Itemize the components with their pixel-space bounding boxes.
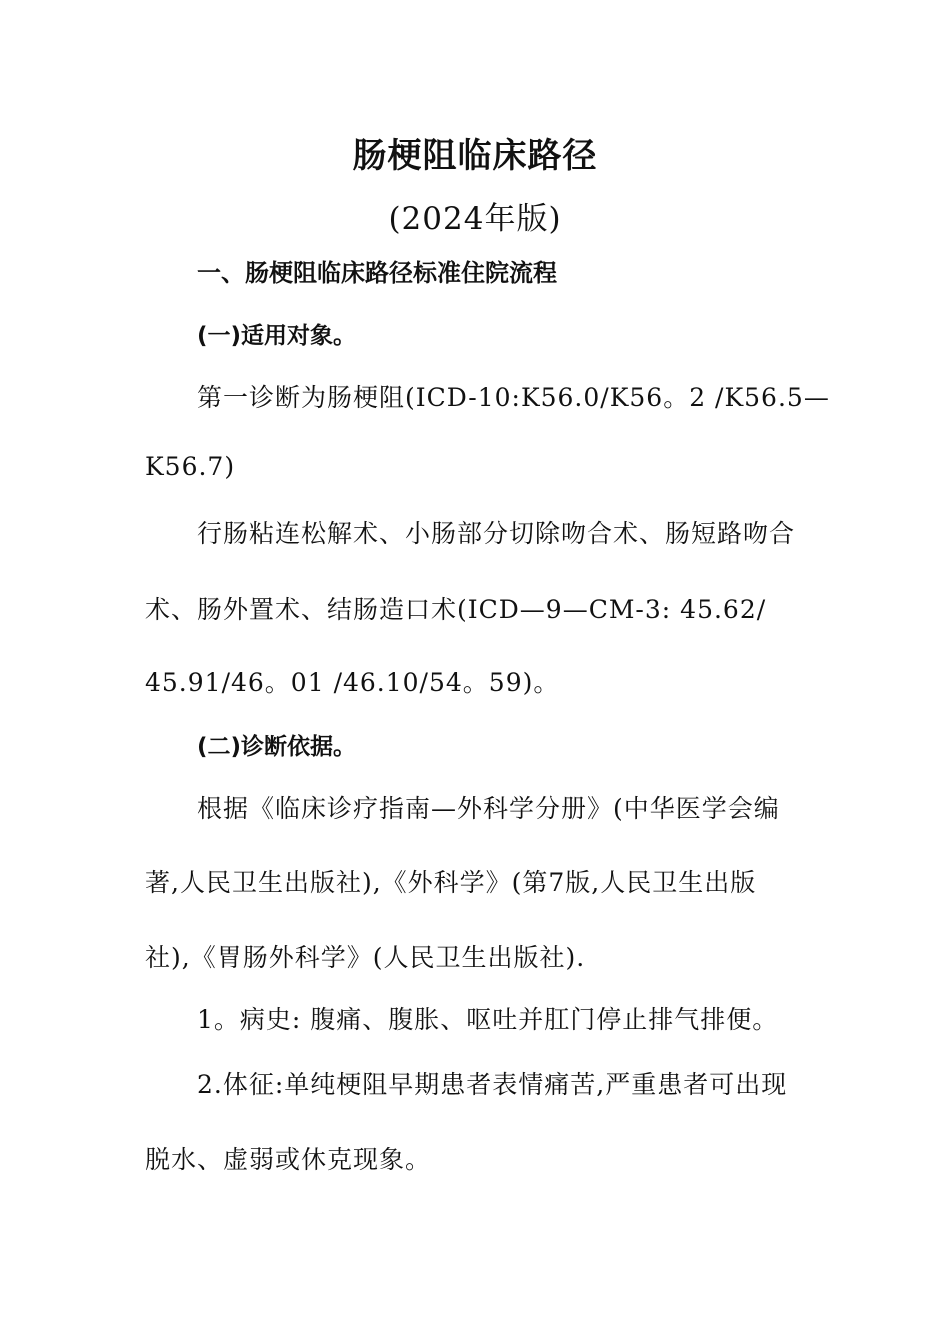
section-heading: 一、肠梗阻临床路径标准住院流程: [197, 259, 557, 287]
subsection-heading-applicable: (一)适用对象。: [197, 323, 357, 349]
list-item: 1。病史: 腹痛、腹胀、呕吐并肛门停止排气排便。: [197, 1005, 779, 1034]
paragraph-line: 行肠粘连松解术、小肠部分切除吻合术、肠短路吻合: [197, 519, 796, 548]
paragraph-line: 第一诊断为肠梗阻(ICD-10:K56.0/K56。2 /K56.5—: [197, 383, 830, 412]
paragraph-line: K56.7): [145, 452, 236, 481]
paragraph-line: 社),《胃肠外科学》(人民卫生出版社).: [145, 943, 586, 972]
paragraph-line: 著,人民卫生出版社),《外科学》(第7版,人民卫生出版: [145, 868, 757, 897]
paragraph-line: 根据《临床诊疗指南—外科学分册》(中华医学会编: [197, 794, 780, 823]
paragraph-line: 脱水、虚弱或休克现象。: [145, 1145, 432, 1174]
list-item: 2.体征:单纯梗阻早期患者表情痛苦,严重患者可出现: [197, 1070, 788, 1099]
paragraph-line: 术、肠外置术、结肠造口术(ICD—9—CM-3: 45.62/: [145, 595, 767, 624]
document-title: 肠梗阻临床路径: [352, 136, 598, 176]
edition-label: (2024年版): [388, 201, 562, 237]
paragraph-line: 45.91/46。01 /46.10/54。59)。: [145, 668, 560, 697]
subsection-heading-diagnosis: (二)诊断依据。: [197, 734, 357, 760]
